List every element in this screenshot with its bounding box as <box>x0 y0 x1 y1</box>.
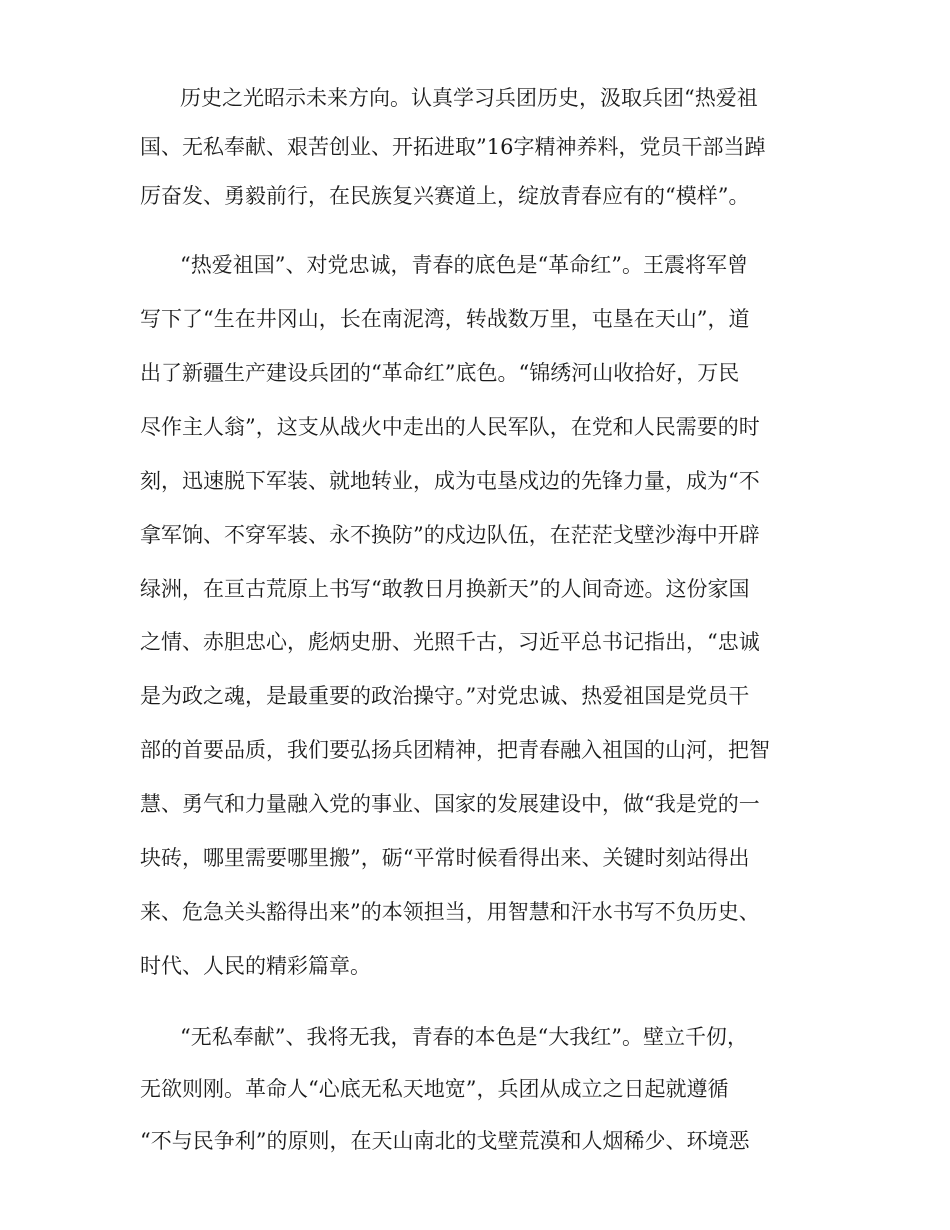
text-line: 拿军饷、不穿军装、永不换防”的戍边队伍，在茫茫戈壁沙海中开辟 <box>140 523 760 547</box>
text-line: 历史之光昭示未来方向。认真学习兵团历史，汲取兵团“热爱祖 <box>180 86 758 110</box>
text-line: 来、危急关头豁得出来”的本领担当，用智慧和汗水书写不负历史、 <box>140 900 760 924</box>
text-line: 写下了“生在井冈山，长在南泥湾，转战数万里，屯垦在天山”，道 <box>140 307 750 331</box>
text-line: “不与民争利”的原则，在天山南北的戈壁荒漠和人烟稀少、环境恶 <box>140 1129 750 1153</box>
text-line: 无欲则刚。革命人“心底无私天地宽”，兵团从成立之日起就遵循 <box>140 1077 729 1101</box>
text-line: 绿洲，在亘古荒原上书写“敢教日月换新天”的人间奇迹。这份家国 <box>140 577 750 601</box>
text-line: 部的首要品质，我们要弘扬兵团精神，把青春融入祖国的山河，把智 <box>140 738 770 762</box>
text-line: “热爱祖国”、对党忠诚，青春的底色是“革命红”。王震将军曾 <box>180 253 748 277</box>
text-line: 块砖，哪里需要哪里搬”，砺“平常时候看得出来、关键时刻站得出 <box>140 846 750 870</box>
text-line: “无私奉献”、我将无我，青春的本色是“大我红”。壁立千仞， <box>180 1025 748 1049</box>
text-line: 慧、勇气和力量融入党的事业、国家的发展建设中，做“我是党的一 <box>140 792 760 816</box>
text-line: 国、无私奉献、艰苦创业、开拓进取”16字精神养料，党员干部当踔 <box>140 135 766 159</box>
text-line: 刻，迅速脱下军装、就地转业，成为屯垦戍边的先锋力量，成为“不 <box>140 469 760 493</box>
text-line: 是为政之魂，是最重要的政治操守。”对党忠诚、热爱祖国是党员干 <box>140 684 750 708</box>
text-line: 尽作主人翁”，这支从战火中走出的人民军队，在党和人民需要的时 <box>140 415 760 439</box>
text-line: 之情、赤胆忠心，彪炳史册、光照千古，习近平总书记指出，“忠诚 <box>140 630 760 654</box>
text-line: 时代、人民的精彩篇章。 <box>140 954 371 978</box>
text-line: 出了新疆生产建设兵团的“革命红”底色。“锦绣河山收拾好，万民 <box>140 361 740 385</box>
text-line: 厉奋发、勇毅前行，在民族复兴赛道上，绽放青春应有的“模样”。 <box>140 184 750 208</box>
